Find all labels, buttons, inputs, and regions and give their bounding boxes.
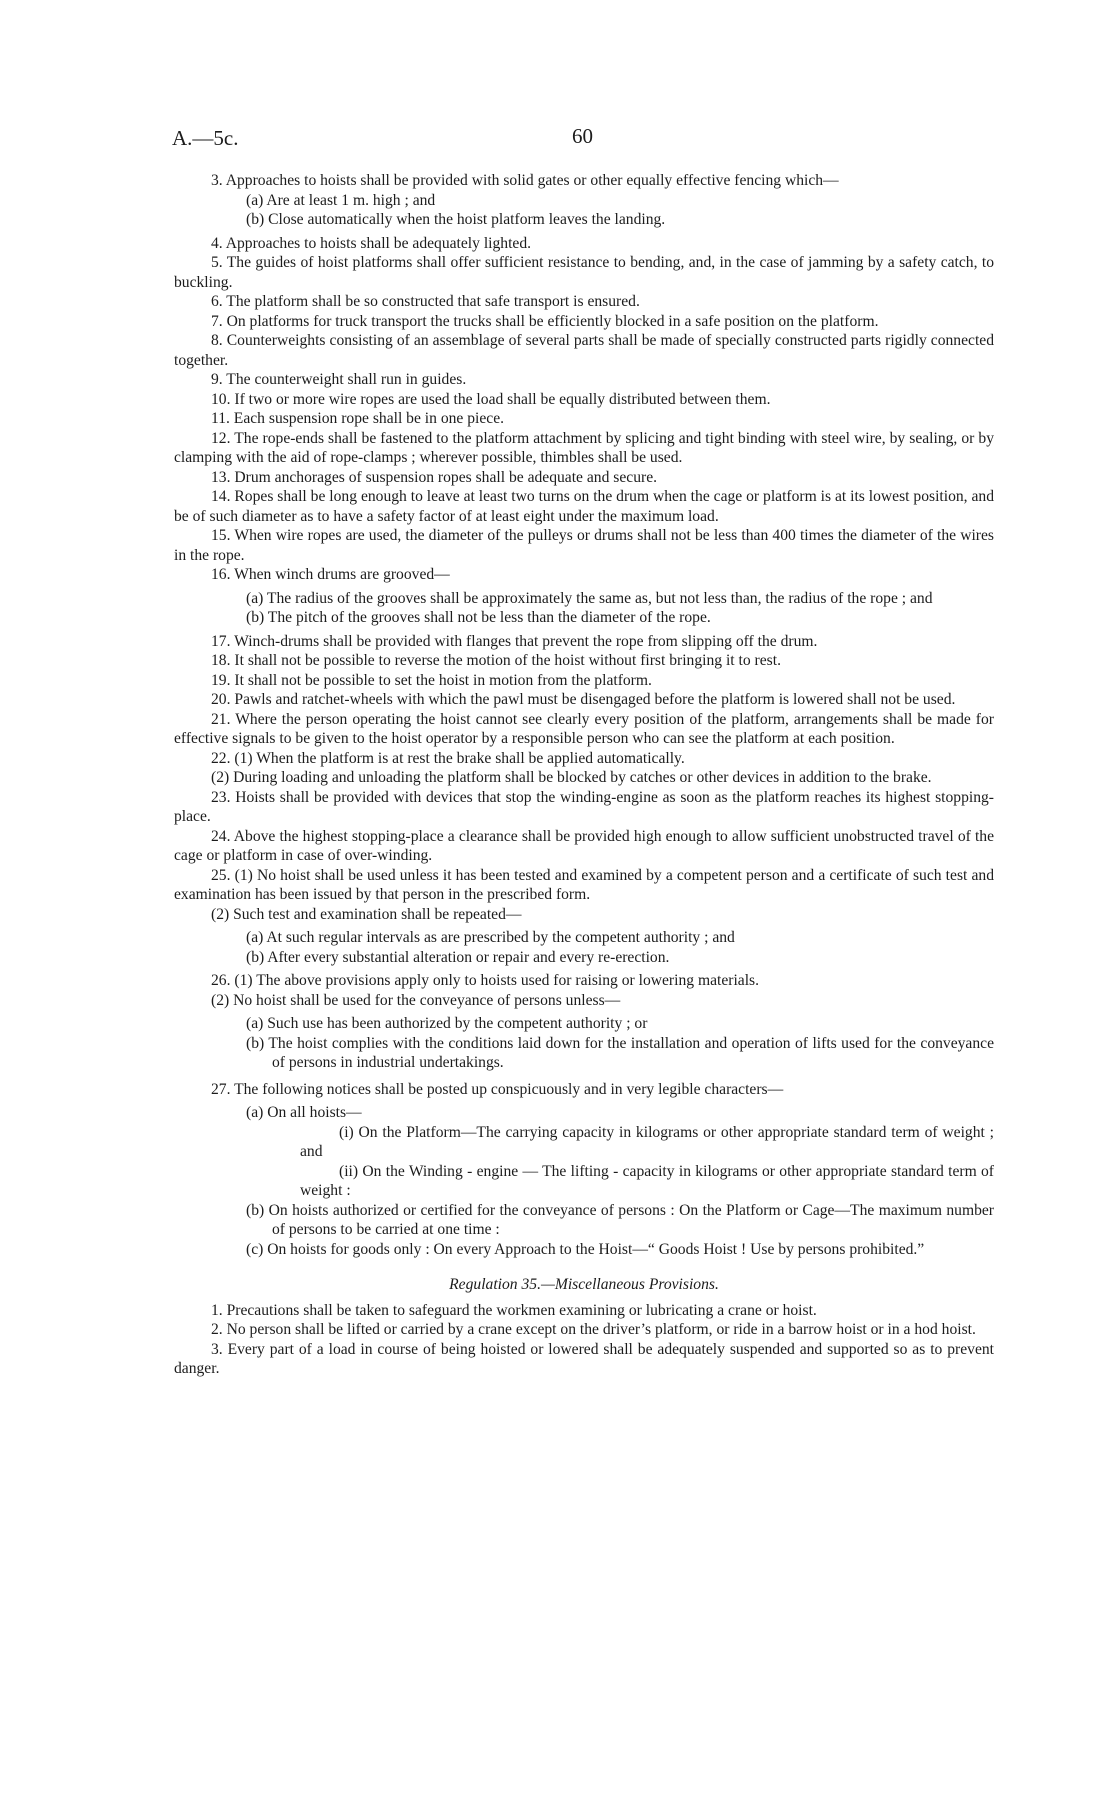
list-item: (b) After every substantial alteration or repair and every re-erection. <box>246 948 670 966</box>
paragraph: (2) During loading and unloading the platform shall be blocked by catches or other devices in addition to the brake. <box>211 769 932 786</box>
paragraph: 19. It shall not be possible to set the hoist in motion from the platform. <box>211 671 652 689</box>
paragraph: 13. Drum anchorages of suspension ropes shall be adequate and secure. <box>211 468 658 486</box>
paragraph: 25. (1) No hoist shall be used unless it has been tested and examined by a competent person and a certificate of such test and examination has been issued by that person in the prescribed form. <box>174 866 994 903</box>
list-item: (ii) On the Winding - engine — The lifting - capacity in kilograms or other appropriate standard term of weight : <box>300 1162 994 1199</box>
paragraph: 9. The counterweight shall run in guides. <box>211 371 467 388</box>
list-item: (b) The hoist complies with the conditions laid down for the installation and operation of lifts used for the conveyance of persons in industrial undertakings. <box>246 1034 994 1071</box>
list-item: (b) The pitch of the grooves shall not be less than the diameter of the rope. <box>246 609 711 626</box>
paragraph: 3. Every part of a load in course of being hoisted or lowered shall be adequately suspended and supported so as to prevent danger. <box>174 1340 994 1377</box>
list-item: (a) On all hoists— <box>246 1104 362 1121</box>
list-item: (a) The radius of the grooves shall be approximately the same as, but not less than, the radius of the rope ; and <box>246 589 933 607</box>
paragraph: (2) No hoist shall be used for the conveyance of persons unless— <box>211 991 621 1009</box>
document-reference: A.—5c. <box>172 126 239 150</box>
page-number: 60 <box>572 124 593 148</box>
paragraph: 11. Each suspension rope shall be in one piece. <box>211 410 505 427</box>
paragraph: 6. The platform shall be so constructed that safe transport is ensured. <box>211 293 640 310</box>
paragraph: 2. No person shall be lifted or carried by a crane except on the driver’s platform, or ride in a barrow hoist or in a hod hoist. <box>211 1321 976 1338</box>
list-item: (i) On the Platform—The carrying capacity in kilograms or other appropriate standard term of weight ; and <box>300 1123 994 1160</box>
paragraph: 14. Ropes shall be long enough to leave at least two turns on the drum when the cage or platform is at its lowest position, and be of such diameter as to have a safety factor of at least eight under the maximum load. <box>174 488 994 525</box>
list-item: (a) Are at least 1 m. high ; and <box>246 191 436 209</box>
list-item: (a) Such use has been authorized by the competent authority ; or <box>246 1015 648 1032</box>
paragraph: 10. If two or more wire ropes are used the load shall be equally distributed between them. <box>211 390 771 408</box>
paragraph: 12. The rope-ends shall be fastened to the platform attachment by splicing and tight binding with steel wire, by sealing, or by clamping with the aid of rope-clamps ; wherever possible, thimbles shall be used. <box>174 429 994 466</box>
paragraph: 20. Pawls and ratchet-wheels with which the pawl must be disengaged before the platform is lowered shall not be used. <box>211 691 956 708</box>
paragraph: 5. The guides of hoist platforms shall offer sufficient resistance to bending, and, in the case of jamming by a safety catch, to buckling. <box>174 254 994 291</box>
paragraph: 15. When wire ropes are used, the diameter of the pulleys or drums shall not be less than 400 times the diameter of the wires in the rope. <box>174 527 994 564</box>
paragraph: 8. Counterweights consisting of an assemblage of several parts shall be made of specially constructed parts rigidly connected together. <box>174 332 994 369</box>
paragraph: 23. Hoists shall be provided with devices that stop the winding-engine as soon as the platform reaches its highest stopping-place. <box>174 788 994 825</box>
paragraph: 17. Winch-drums shall be provided with flanges that prevent the rope from slipping off the drum. <box>211 632 818 650</box>
paragraph: 21. Where the person operating the hoist cannot see clearly every position of the platform, arrangements shall be made for effective signals to be given to the hoist operator by a responsible person who can see the platform at each position. <box>174 710 994 747</box>
paragraph: 16. When winch drums are grooved— <box>211 566 450 583</box>
section-heading: Regulation 35.—Miscellaneous Provisions. <box>449 1276 719 1293</box>
list-item: (b) On hoists authorized or certified for the conveyance of persons : On the Platform or Cage—The maximum number of persons to be carried at one time : <box>246 1201 994 1238</box>
list-item: (a) At such regular intervals as are prescribed by the competent authority ; and <box>246 929 735 946</box>
paragraph: 18. It shall not be possible to reverse the motion of the hoist without first bringing it to rest. <box>211 652 781 669</box>
paragraph: 24. Above the highest stopping-place a clearance shall be provided high enough to allow sufficient unobstructed travel of the cage or platform in case of over-winding. <box>174 827 994 864</box>
paragraph: 3. Approaches to hoists shall be provided with solid gates or other equally effective fencing which— <box>211 172 839 189</box>
list-item: (b) Close automatically when the hoist platform leaves the landing. <box>246 211 666 228</box>
paragraph: 27. The following notices shall be posted up conspicuously and in very legible characters— <box>211 1080 784 1098</box>
list-item: (c) On hoists for goods only : On every Approach to the Hoist—“ Goods Hoist ! Use by persons prohibited.” <box>246 1240 925 1258</box>
paragraph: 4. Approaches to hoists shall be adequately lighted. <box>211 234 532 252</box>
paragraph: 26. (1) The above provisions apply only to hoists used for raising or lowering materials. <box>211 972 759 989</box>
paragraph: 7. On platforms for truck transport the trucks shall be efficiently blocked in a safe position on the platform. <box>211 312 879 330</box>
paragraph: 1. Precautions shall be taken to safeguard the workmen examining or lubricating a crane or hoist. <box>211 1301 817 1319</box>
document-body <box>174 171 994 1379</box>
paragraph: 22. (1) When the platform is at rest the brake shall be applied automatically. <box>211 749 685 767</box>
paragraph: (2) Such test and examination shall be repeated— <box>211 905 522 923</box>
